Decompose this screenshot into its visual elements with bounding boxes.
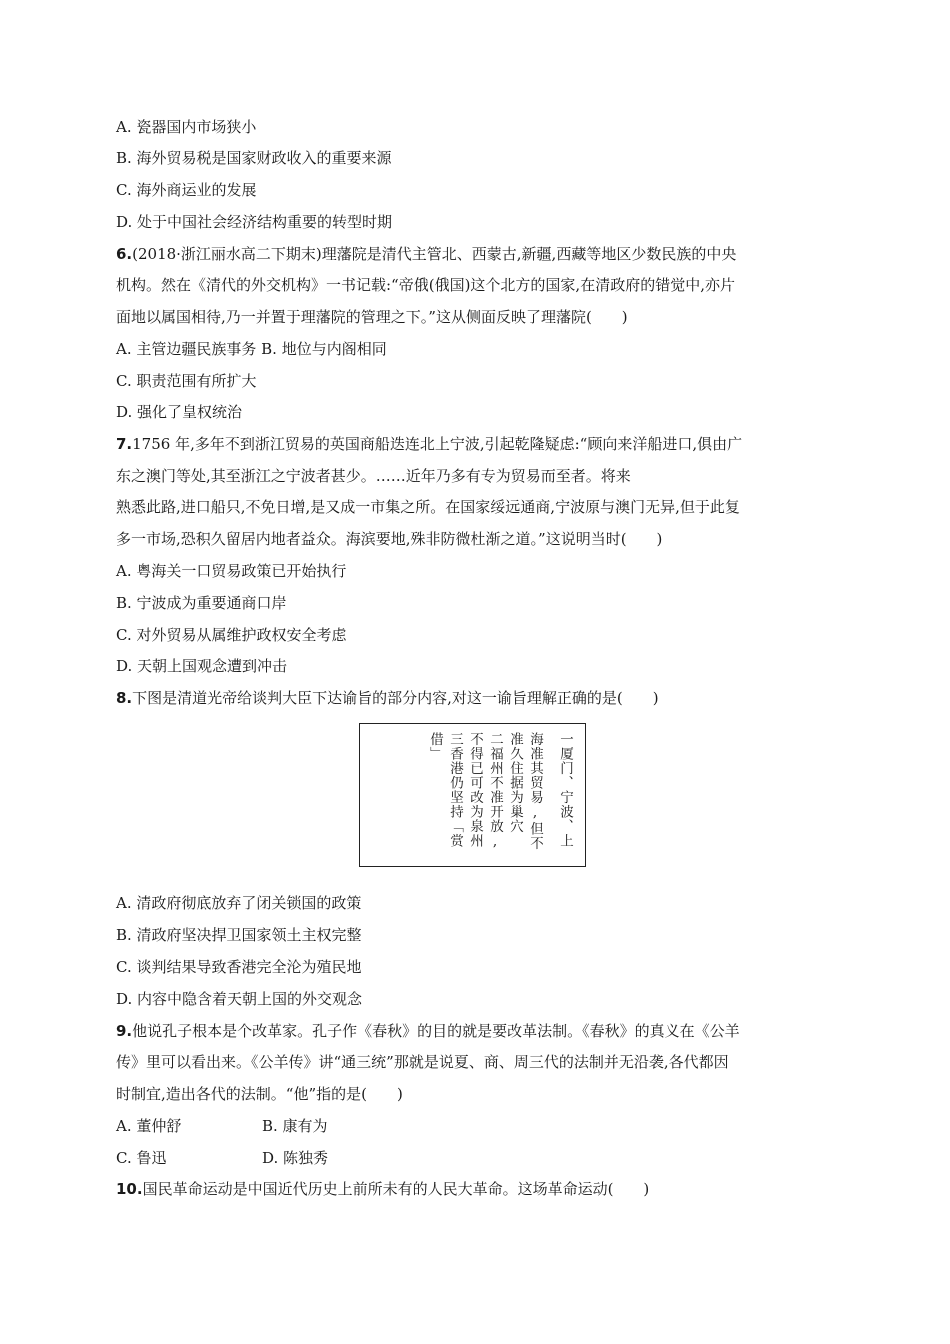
q9-options-row-1 [116, 1116, 850, 1136]
q6-number: 6. [116, 245, 133, 263]
edict-column-1: 一厦门、宁波、上 [557, 732, 573, 848]
q7-stem-line [116, 434, 850, 454]
q10-stem-line [116, 1179, 850, 1199]
q10-number: 10. [116, 1180, 143, 1198]
edict-column-5: 不得已可改为泉州 [467, 732, 483, 848]
q6-text-line-3: 面地以属国相待,乃一并置于理藩院的管理之下。”这从侧面反映了理藩院( ) [116, 308, 628, 326]
q5-option-c: C. 海外商运业的发展 [116, 181, 257, 199]
q9-option-c: C. 鲁迅 [116, 1149, 167, 1167]
q7-number: 7. [116, 435, 133, 453]
q9-option-d: D. 陈独秀 [262, 1149, 329, 1167]
edict-column-6: 三香港仍坚持「赏 [447, 732, 463, 848]
q7-option-b: B. 宁波成为重要通商口岸 [116, 594, 287, 612]
q5-option-a: A. 瓷器国内市场狭小 [116, 118, 257, 136]
q5-option-d: D. 处于中国社会经济结构重要的转型时期 [116, 213, 393, 231]
q9-text-line-3: 时制宜,造出各代的法制。“他”指的是( ) [116, 1085, 403, 1103]
q9-options-row-2 [116, 1148, 850, 1168]
edict-figure [359, 723, 586, 867]
q7-text-line-4: 多一市场,恐积久留居内地者益众。海滨要地,殊非防微杜渐之道。”这说明当时( ) [116, 530, 663, 548]
q5-option-b: B. 海外贸易税是国家财政收入的重要来源 [116, 149, 392, 167]
q8-number: 8. [116, 689, 133, 707]
edict-column-3: 准久住据为巢穴 [507, 732, 523, 834]
q8-option-a: A. 清政府彻底放弃了闭关锁国的政策 [116, 894, 362, 912]
q6-stem-line [116, 244, 850, 264]
q7-text-line-2: 东之澳门等处,其至浙江之宁波者甚少。……近年乃多有专为贸易而至者。将来 [116, 467, 631, 485]
q7-text-line-3: 熟悉此路,进口船只,不免日增,是又成一市集之所。在国家绥远通商,宁波原与澳门无异,但于此复 [116, 498, 740, 516]
q8-option-c: C. 谈判结果导致香港完全沦为殖民地 [116, 958, 362, 976]
q8-stem-line [116, 688, 850, 708]
q6-option-ab: A. 主管边疆民族事务 B. 地位与内阁相同 [116, 340, 387, 358]
q6-text-line-2: 机构。然在《清代的外交机构》一书记载:“帝俄(俄国)这个北方的国家,在清政府的错觉中,亦片 [116, 276, 735, 294]
q6-option-d: D. 强化了皇权统治 [116, 403, 243, 421]
q6-option-c: C. 职责范围有所扩大 [116, 372, 257, 390]
q7-option-a: A. 粤海关一口贸易政策已开始执行 [116, 562, 347, 580]
q9-stem-line [116, 1021, 850, 1041]
q7-option-d: D. 天朝上国观念遭到冲击 [116, 657, 288, 675]
edict-column-7: 借」 [427, 732, 443, 761]
q9-text-line-2: 传》里可以看出来。《公羊传》讲“通三统”那就是说夏、商、周三代的法制并无沿袭,各代都因 [116, 1053, 729, 1071]
q9-number: 9. [116, 1022, 133, 1040]
q8-option-d: D. 内容中隐含着天朝上国的外交观念 [116, 990, 363, 1008]
q10-text-line-1: 国民革命运动是中国近代历史上前所未有的人民大革命。这场革命运动( ) [142, 1180, 650, 1198]
q9-text-line-1: 他说孔子根本是个改革家。孔子作《春秋》的目的就是要改革法制。《春秋》的真义在《公羊 [132, 1022, 740, 1040]
edict-column-2: 海准其贸易,但不 [527, 732, 543, 851]
q7-option-c: C. 对外贸易从属维护政权安全考虑 [116, 626, 347, 644]
q7-text-line-1: 1756 年,多年不到浙江贸易的英国商船迭连北上宁波,引起乾隆疑虑:“顾向来洋船进口,俱由广 [132, 435, 743, 453]
q8-text-line-1: 下图是清道光帝给谈判大臣下达谕旨的部分内容,对这一谕旨理解正确的是( ) [132, 689, 659, 707]
edict-column-4: 二福州不准开放, [487, 732, 503, 851]
q9-option-b: B. 康有为 [262, 1117, 328, 1135]
q8-option-b: B. 清政府坚决捍卫国家领土主权完整 [116, 926, 362, 944]
q6-text-line-1: (2018·浙江丽水高二下期末)理藩院是清代主管北、西蒙古,新疆,西藏等地区少数民族的中央 [132, 245, 737, 263]
q9-option-a: A. 董仲舒 [116, 1117, 182, 1135]
